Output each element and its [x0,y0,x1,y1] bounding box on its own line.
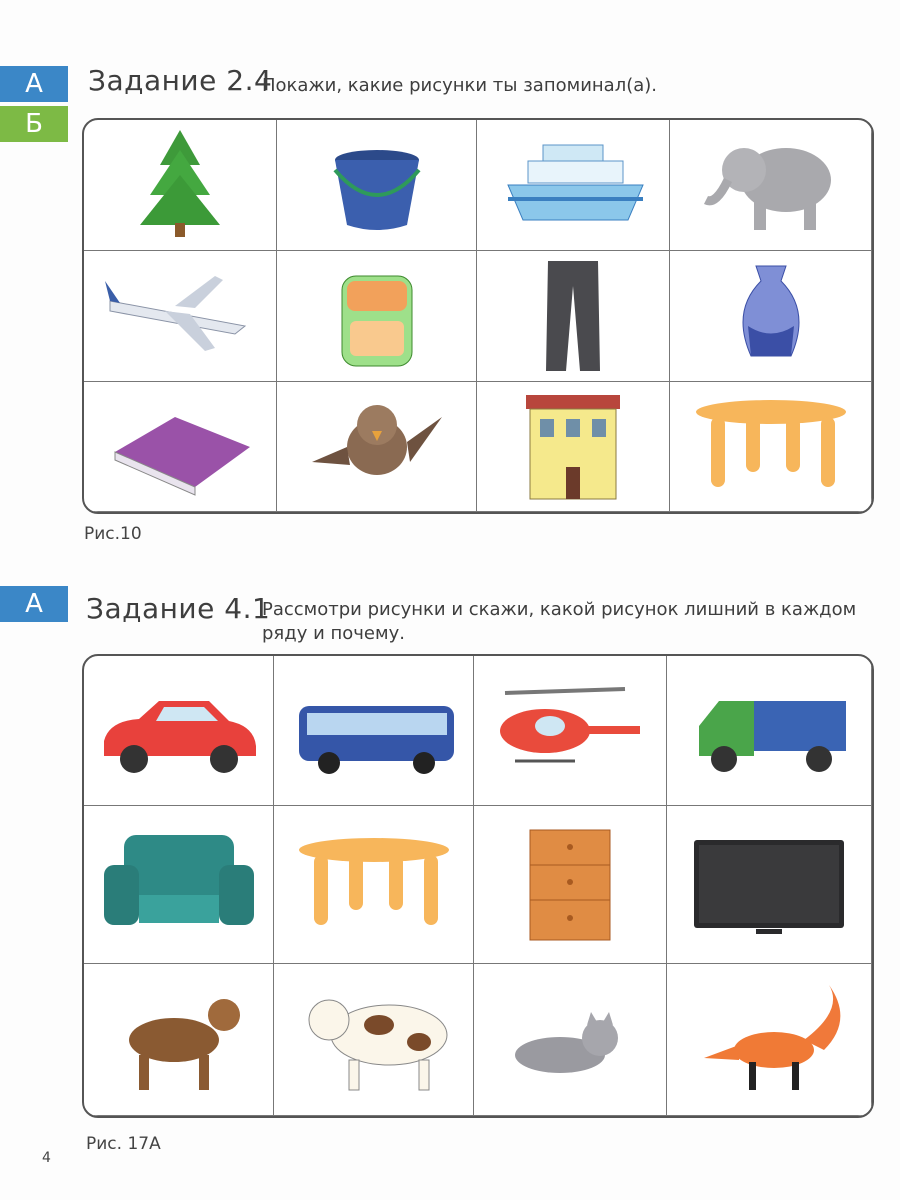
tree-icon [95,125,265,245]
picture-cell [667,964,872,1116]
picture-cell [84,806,274,964]
airplane-icon [95,256,265,376]
task-instruction-line-1: Рассмотри рисунки и скажи, какой рисунок лишний в каждом [262,599,857,620]
page-number: 4 [42,1150,51,1166]
picture-cell [84,120,277,251]
vase-icon [686,256,856,376]
bus-icon [289,671,459,791]
picture-cell [474,656,667,806]
picture-cell [477,251,670,382]
picture-cell [670,382,872,512]
tv-icon [684,825,854,945]
trousers-icon [488,256,658,376]
picture-grid-task-2-4 [82,118,874,514]
picture-cell [670,251,872,382]
picture-cell [474,806,667,964]
cow-icon [289,980,459,1100]
picture-cell [474,964,667,1116]
dog-icon [94,980,264,1100]
picture-grid-task-4-1 [82,654,874,1118]
bird-icon [292,387,462,507]
table-icon [289,825,459,945]
table-icon [686,387,856,507]
bucket-icon [292,125,462,245]
picture-cell [277,251,477,382]
armchair-icon [94,825,264,945]
picture-cell [84,964,274,1116]
picture-cell [277,382,477,512]
car-icon [94,671,264,791]
section-tab-a: А [0,586,68,622]
picture-cell [670,120,872,251]
fox-icon [684,980,854,1100]
task-instruction: Покажи, какие рисунки ты запоминал(а). [262,75,657,96]
figure-caption: Рис. 17А [86,1134,161,1154]
task-title: Задание 4.1 [86,592,271,625]
picture-cell [274,656,474,806]
elephant-icon [686,125,856,245]
truck-icon [684,671,854,791]
picture-cell [84,251,277,382]
picture-cell [667,656,872,806]
house-icon [488,387,658,507]
ship-icon [488,125,658,245]
cat-icon [485,980,655,1100]
dresser-icon [485,825,655,945]
task-title: Задание 2.4 [88,64,273,97]
backpack-icon [292,256,462,376]
picture-cell [274,806,474,964]
picture-cell [477,120,670,251]
picture-cell [84,656,274,806]
picture-cell [477,382,670,512]
picture-cell [84,382,277,512]
task-instruction-line-2: ряду и почему. [262,623,405,644]
helicopter-icon [485,671,655,791]
book-icon [95,387,265,507]
picture-cell [667,806,872,964]
picture-cell [277,120,477,251]
section-tab-a: А [0,66,68,102]
picture-cell [274,964,474,1116]
figure-caption: Рис.10 [84,524,142,544]
section-tab-b: Б [0,106,68,142]
